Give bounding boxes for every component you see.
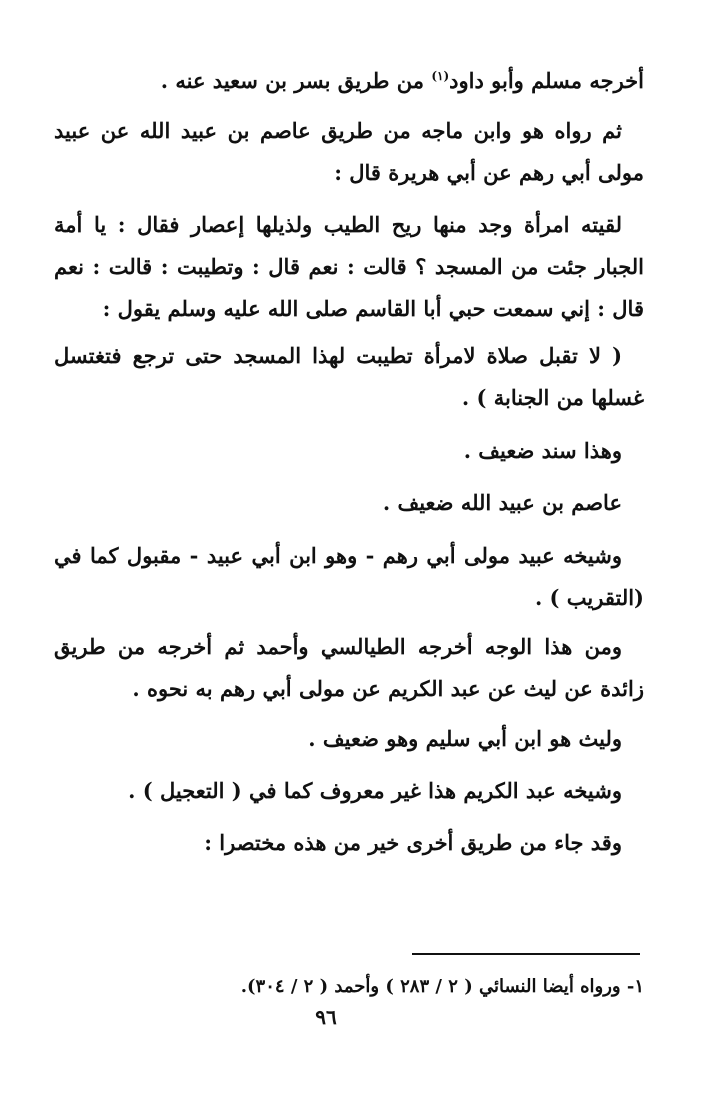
paragraph-4: ( لا تقبل صلاة لامرأة تطيبت لهذا المسجد حتى ترجع فتغتسل غسلها من الجنابة ) . — [54, 343, 644, 410]
paragraph-3: لقيته امرأة وجد منها ريح الطيب ولذيلها إعصار فقال : يا أمة الجبار جئت من المسجد ؟ قالت : نعم قال : وتطيبت : قالت : نعم قال : إني سمعت حبي أبا القاسم صلى الله عليه وسلم يقول : — [54, 212, 644, 321]
paragraph-11: وقد جاء من طريق أخرى خير من هذه مختصرا : — [204, 830, 622, 855]
footnote-separator — [412, 953, 640, 955]
paragraph-6: عاصم بن عبيد الله ضعيف . — [382, 490, 622, 515]
footnote-1: ١- ورواه أيضا النسائي ( ٢ / ٢٨٣ ) وأحمد ( ٢ / ٣٠٤). — [240, 976, 644, 997]
paragraph-1 — [54, 60, 644, 102]
paragraph-7: وشيخه عبيد مولى أبي رهم - وهو ابن أبي عبيد - مقبول كما في (التقريب ) . — [54, 543, 644, 610]
paragraph-1-text-after: من طريق بسر بن سعيد عنه . — [160, 68, 432, 93]
page-number: ٩٦ — [315, 1005, 337, 1029]
paragraph-1-text-before: أخرجه مسلم وأبو داود — [449, 68, 644, 93]
paragraph-9: وليث هو ابن أبي سليم وهو ضعيف . — [308, 726, 622, 751]
footnote-reference-1[interactable]: (١) — [431, 69, 450, 83]
paragraph-5: وهذا سند ضعيف . — [463, 438, 622, 463]
paragraph-10: وشيخه عبد الكريم هذا غير معروف كما في ( التعجيل ) . — [128, 778, 622, 803]
paragraph-2: ثم رواه هو وابن ماجه من طريق عاصم بن عبيد الله عن عبيد مولى أبي رهم عن أبي هريرة قال : — [54, 118, 644, 185]
paragraph-8: ومن هذا الوجه أخرجه الطيالسي وأحمد ثم أخرجه من طريق زائدة عن ليث عن عبد الكريم عن مولى أبي رهم به نحوه . — [54, 634, 644, 701]
